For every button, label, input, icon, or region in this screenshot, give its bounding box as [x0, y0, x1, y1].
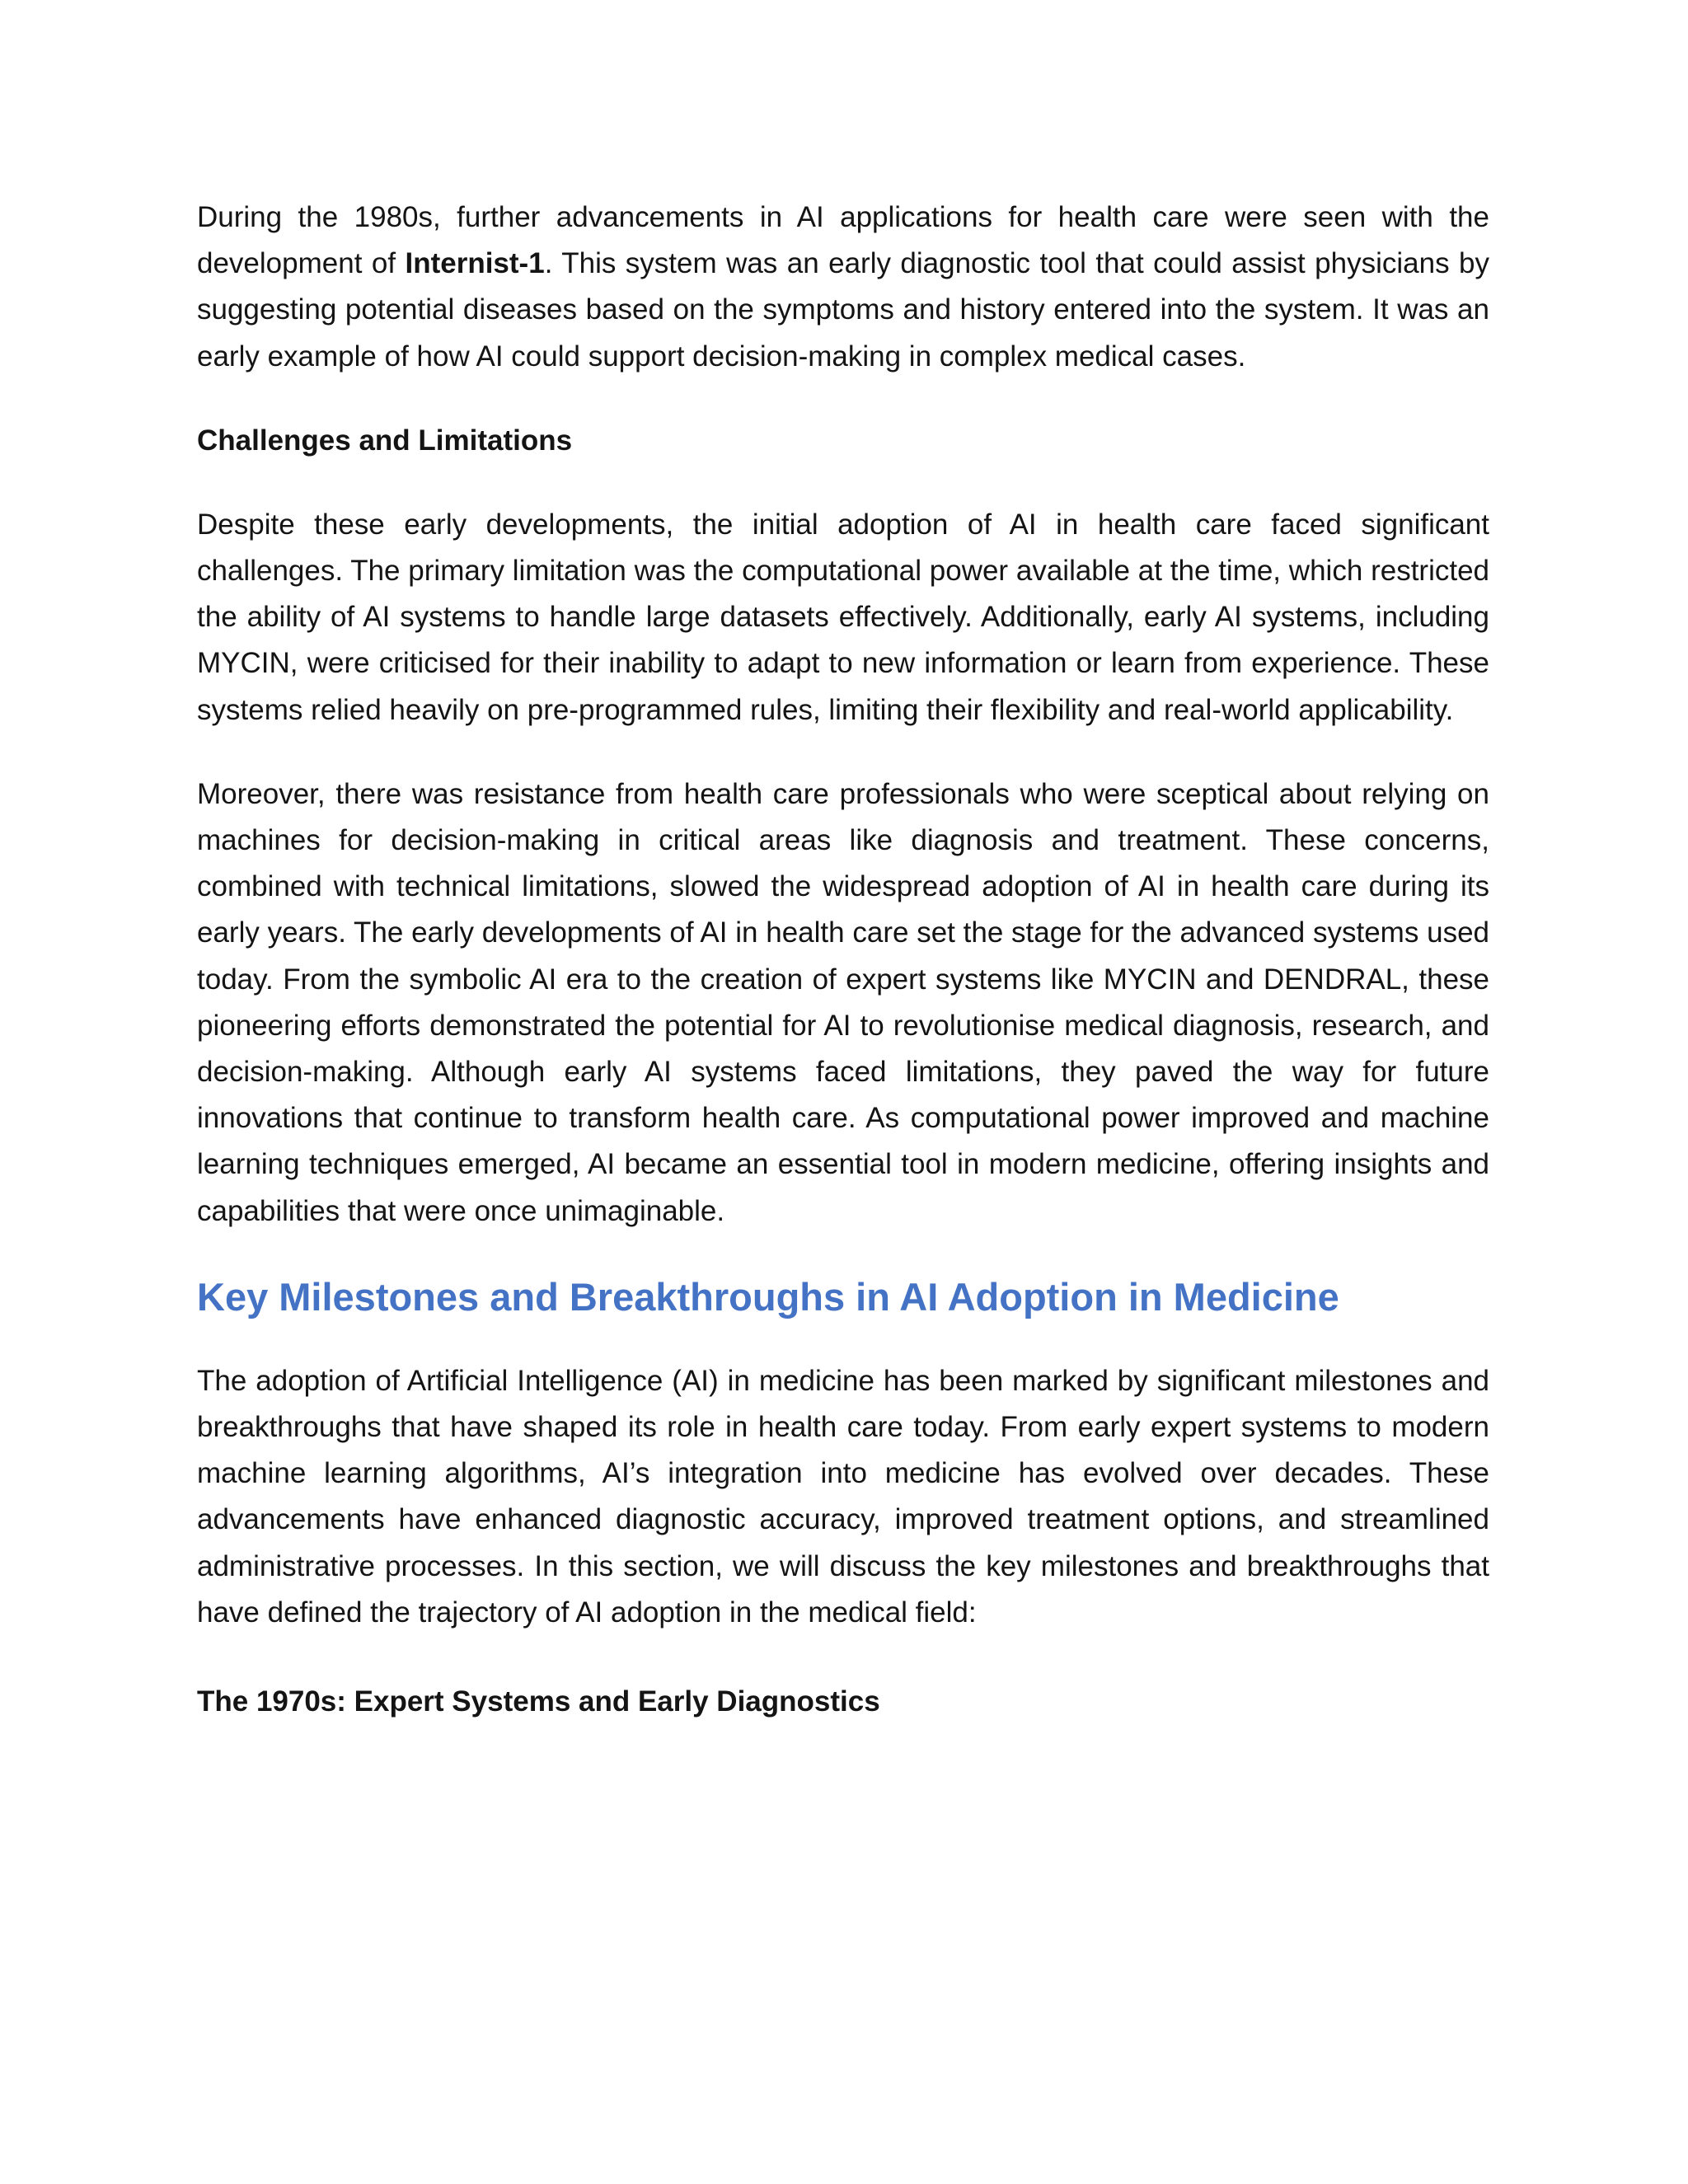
document-body [197, 194, 1489, 1763]
paragraph-resistance: Moreover, there was resistance from health care professionals who were sceptical about relying on machines for decision-making in critical areas like diagnosis and treatment. These concerns, combined with technical limitations, slowed the widespread adoption of AI in health care during its early years. The early developments of AI in health care set the stage for the advanced systems used today. From the symbolic AI era to the creation of expert systems like MYCIN and DENDRAL, these pioneering efforts demonstrated the potential for AI to revolutionise medical diagnosis, research, and decision-making. Although early AI systems faced limitations, they paved the way for future innovations that continue to transform health care. As computational power improved and machine learning techniques emerged, AI became an essential tool in modern medicine, offering insights and capabilities that were once unimaginable. [197, 777, 1489, 1227]
paragraph-challenges: Despite these early developments, the initial adoption of AI in health care faced significant challenges. The primary limitation was the computational power available at the time, which restricted the ability of AI systems to handle large datasets effectively. Additionally, early AI systems, including MYCIN, were criticised for their inability to adapt to new information or learn from experience. These systems relied heavily on pre-programmed rules, limiting their flexibility and real-world applicability. [197, 508, 1489, 726]
internist-1-term: Internist-1 [405, 247, 545, 280]
paragraph-milestones-intro: The adoption of Artificial Intelligence (AI) in medicine has been marked by significant milestones and breakthroughs that have shaped its role in health care today. From early expert systems to modern machine learning algorithms, AI’s integration into medicine has evolved over decades. These advancements have enhanced diagnostic accuracy, improved treatment options, and streamlined administrative processes. In this section, we will discuss the key milestones and breakthroughs that have defined the trajectory of AI adoption in the medical field: [197, 1364, 1489, 1629]
paragraph-internist-rest: . This system was an early diagnostic tool that could assist physicians by suggesting potential diseases based on the symptoms and history entered into the system. It was an early example of how AI could support decision-making in complex medical cases. [197, 247, 1489, 373]
section-title-key-milestones: Key Milestones and Breakthroughs in AI Adoption in Medicine [197, 1274, 1339, 1319]
heading-1970s-expert-systems: The 1970s: Expert Systems and Early Diagnostics [197, 1685, 880, 1718]
paragraph-internist-lead: During the 1980s, further advancements in AI applications for health care were seen with the development of [197, 201, 1489, 280]
heading-challenges-limitations: Challenges and Limitations [197, 424, 573, 457]
paragraph-internist [197, 194, 1489, 380]
